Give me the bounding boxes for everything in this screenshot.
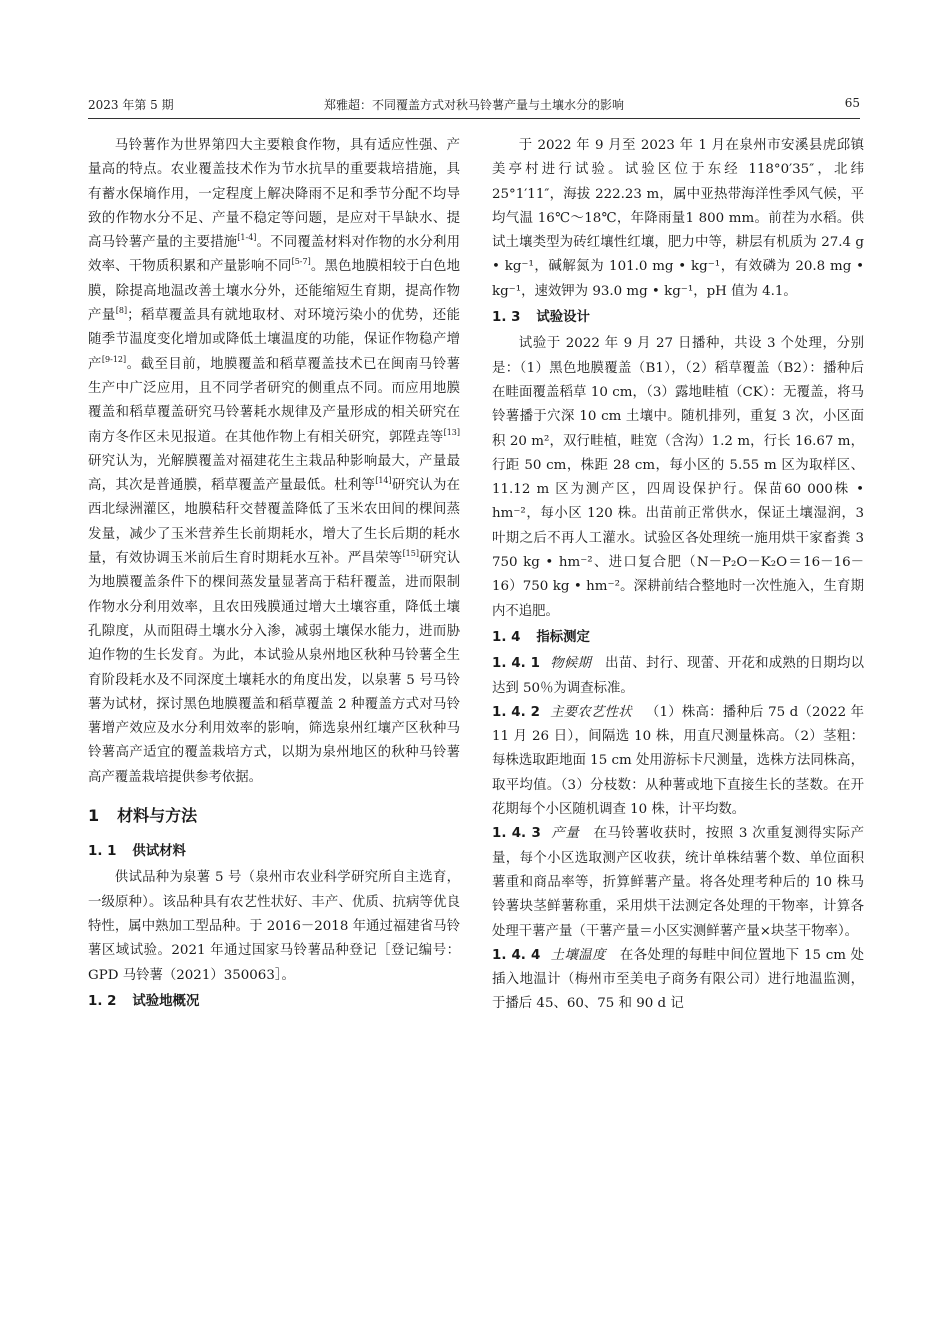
body-paragraph: 试验于 2022 年 9 月 27 日播种，共设 3 个处理，分别是：（1）黑色地膜覆盖（B1），（2）稻草覆盖（B2）：播种后在畦面覆盖稻草 10 cm，（3）露地畦植（CK）：无覆盖，将马铃薯播于穴深 10 cm 土壤中。随机排列，重复 3 次，小区面积 20 m²，双行畦植，畦宽（含沟）1.2 m，行长 16.67 m，行距 50 cm，株距 28 cm，每小区的 5.55 m 区为取样区、11.12 m 区为测产区，四周设保护行。保苗60 000株 • hm⁻²，每小区 120 株。出苗前正常供水，保证土壤湿润，3 叶期之后不再人工灌水。试验区各处理统一施用烘干家畜粪 3 750 kg • hm⁻²、进口复合肥（N－P₂O－K₂O＝16－16－16）750 kg • hm⁻²。深耕前结合整地时一次性施入，生育期内不追肥。 [492,336,864,619]
citation: [1-4] [237,233,257,243]
citation: [9-12] [101,354,127,364]
citation: [13] [443,427,460,437]
subsection-heading-1-3: 1. 3 试验设计 [492,310,590,326]
subsection-heading-1-4: 1. 4 指标测定 [492,629,590,645]
citation: [15] [402,549,419,559]
citation: [5-7] [291,257,311,267]
subsection-heading-1-1: 1. 1 供试材料 [88,844,186,860]
running-header [88,96,860,116]
citation: [14] [375,476,392,486]
section-heading-1: 1 材料与方法 [88,806,198,826]
body-paragraph: 供试品种为泉薯 5 号（泉州市农业科学研究所自主选育，一级原种）。该品种具有农艺性状好、丰产、优质、抗病等优良特性，属中熟加工型品种。于 2016－2018 年通过福建省马铃薯区域试验。2021 年通过国家马铃薯品种登记［登记编号：GPD 马铃薯（2021）350063］。 [88,870,460,983]
subsubsection-1-4-3: 1. 4. 3 产量 在马铃薯收获时，按照 3 次重复测得实际产量，每个小区选取测产区收获，统计单株结薯个数、单位面积薯重和商品率等，折算鲜薯产量。将各处理考种后的 10 株马铃薯块茎鲜薯称重，采用烘干法测定各处理的干物率，计算各处理干薯产量（干薯产量＝小区实测鲜薯产量×块茎干物率）。 [492,826,865,939]
body-paragraph: 于 2022 年 9 月至 2023 年 1 月在泉州市安溪县虎邱镇美亭村进行试验。试验区位于东经 118°0′35″，北纬 25°1′11″，海拔 222.23 m，属中亚热带海洋性季风气候，平均气温 16℃～18℃，年降雨量1 800 mm。前茬为水稻。供试土壤类型为砖红壤性红壤，肥力中等，耕层有机质为 27.4 g • kg⁻¹，碱解氮为 101.0 mg • kg⁻¹，有效磷为 20.8 mg • kg⁻¹，速效钾为 93.0 mg • kg⁻¹，pH 值为 4.1。 [492,138,864,299]
subsection-heading-1-2: 1. 2 试验地概况 [88,993,200,1009]
running-title: 郑雅超：不同覆盖方式对秋马铃薯产量与土壤水分的影响 [323,98,624,112]
journal-issue: 2023 年第 5 期 [88,98,174,112]
intro-paragraph: 马铃薯作为世界第四大主要粮食作物，具有适应性强、产量高的特点。农业覆盖技术作为节水抗旱的重要栽培措施，具有蓄水保墒作用，一定程度上解决降雨不足和季节分配不均导致的作物水分不足、产量不稳定等问题，是应对干旱缺水、提高马铃薯产量的主要措施[1-4]。不同覆盖材料对作物的水分利用效率、干物质积累和产量影响不同[5-7]。黑色地膜相较于白色地膜，除提高地温改善土壤水分外，还能缩短生育期，提高作物产量[8]；稻草覆盖具有就地取材、对环境污染小的优势，还能随季节温度变化增加或降低土壤温度的功能，保证作物稳产增产[9-12]。截至目前，地膜覆盖和稻草覆盖技术已在闽南马铃薯生产中广泛应用，且不同学者研究的侧重点不同。而应用地膜覆盖和稻草覆盖研究马铃薯耗水规律及产量形成的相关研究在南方冬作区未见报道。在其他作物上有相关研究，郭陞垚等[13]研究认为，光解膜覆盖对福建花生主栽品种影响最大，产量最高，其次是普通膜，稻草覆盖产量最低。杜利等[14]研究认为在西北绿洲灌区，地膜秸秆交替覆盖降低了玉米农田间的棵间蒸发量，减少了玉米营养生长前期耗水，增大了生长后期的耗水量，有效协调玉米前后生育时期耗水互补。严昌荣等[15]研究认为地膜覆盖条件下的棵间蒸发量显著高于秸秆覆盖，进而限制作物水分利用效率，且农田残膜通过增大土壤容重，降低土壤孔隙度，从而阻碍土壤水分入渗，减弱土壤保水能力，进而胁迫作物的生长发育。为此，本试验从泉州地区秋种马铃薯全生育阶段耗水及不同深度土壤耗水的角度出发，以泉薯 5 号马铃薯为试材，探讨黑色地膜覆盖和稻草覆盖 2 种覆盖方式对马铃薯增产效应及水分利用效率的影响，筛选泉州红壤产区秋种马铃薯高产适宜的覆盖栽培方式，以期为泉州地区的秋种马铃薯高产覆盖栽培提供参考依据。 [88,138,461,785]
subsubsection-1-4-2: 1. 4. 2 主要农艺性状 （1）株高：播种后 75 d（2022 年 11 月 26 日），间隔选 10 株，用直尺测量株高。（2）茎粗：每株选取距地面 15 cm 处用游标卡尺测量，选株方法同株高，取平均值。（3）分枝数：从种薯或地下直接生长的茎数。在开花期每个小区随机调查 10 株，计平均数。 [492,704,865,818]
subsubsection-1-4-4: 1. 4. 4 土壤温度 在各处理的每畦中间位置地下 15 cm 处插入地温计（梅州市至美电子商务有限公司）进行地温监测，于播后 45、60、75 和 90 d 记 [492,947,865,1012]
page-number: 65 [844,96,860,110]
header-rule [88,118,860,119]
citation: [8] [115,306,128,316]
left-column [88,134,460,1016]
right-column [492,134,864,1017]
subsubsection-1-4-1: 1. 4. 1 物候期 出苗、封行、现蕾、开花和成熟的日期均以达到 50％为调查标准。 [492,656,865,696]
